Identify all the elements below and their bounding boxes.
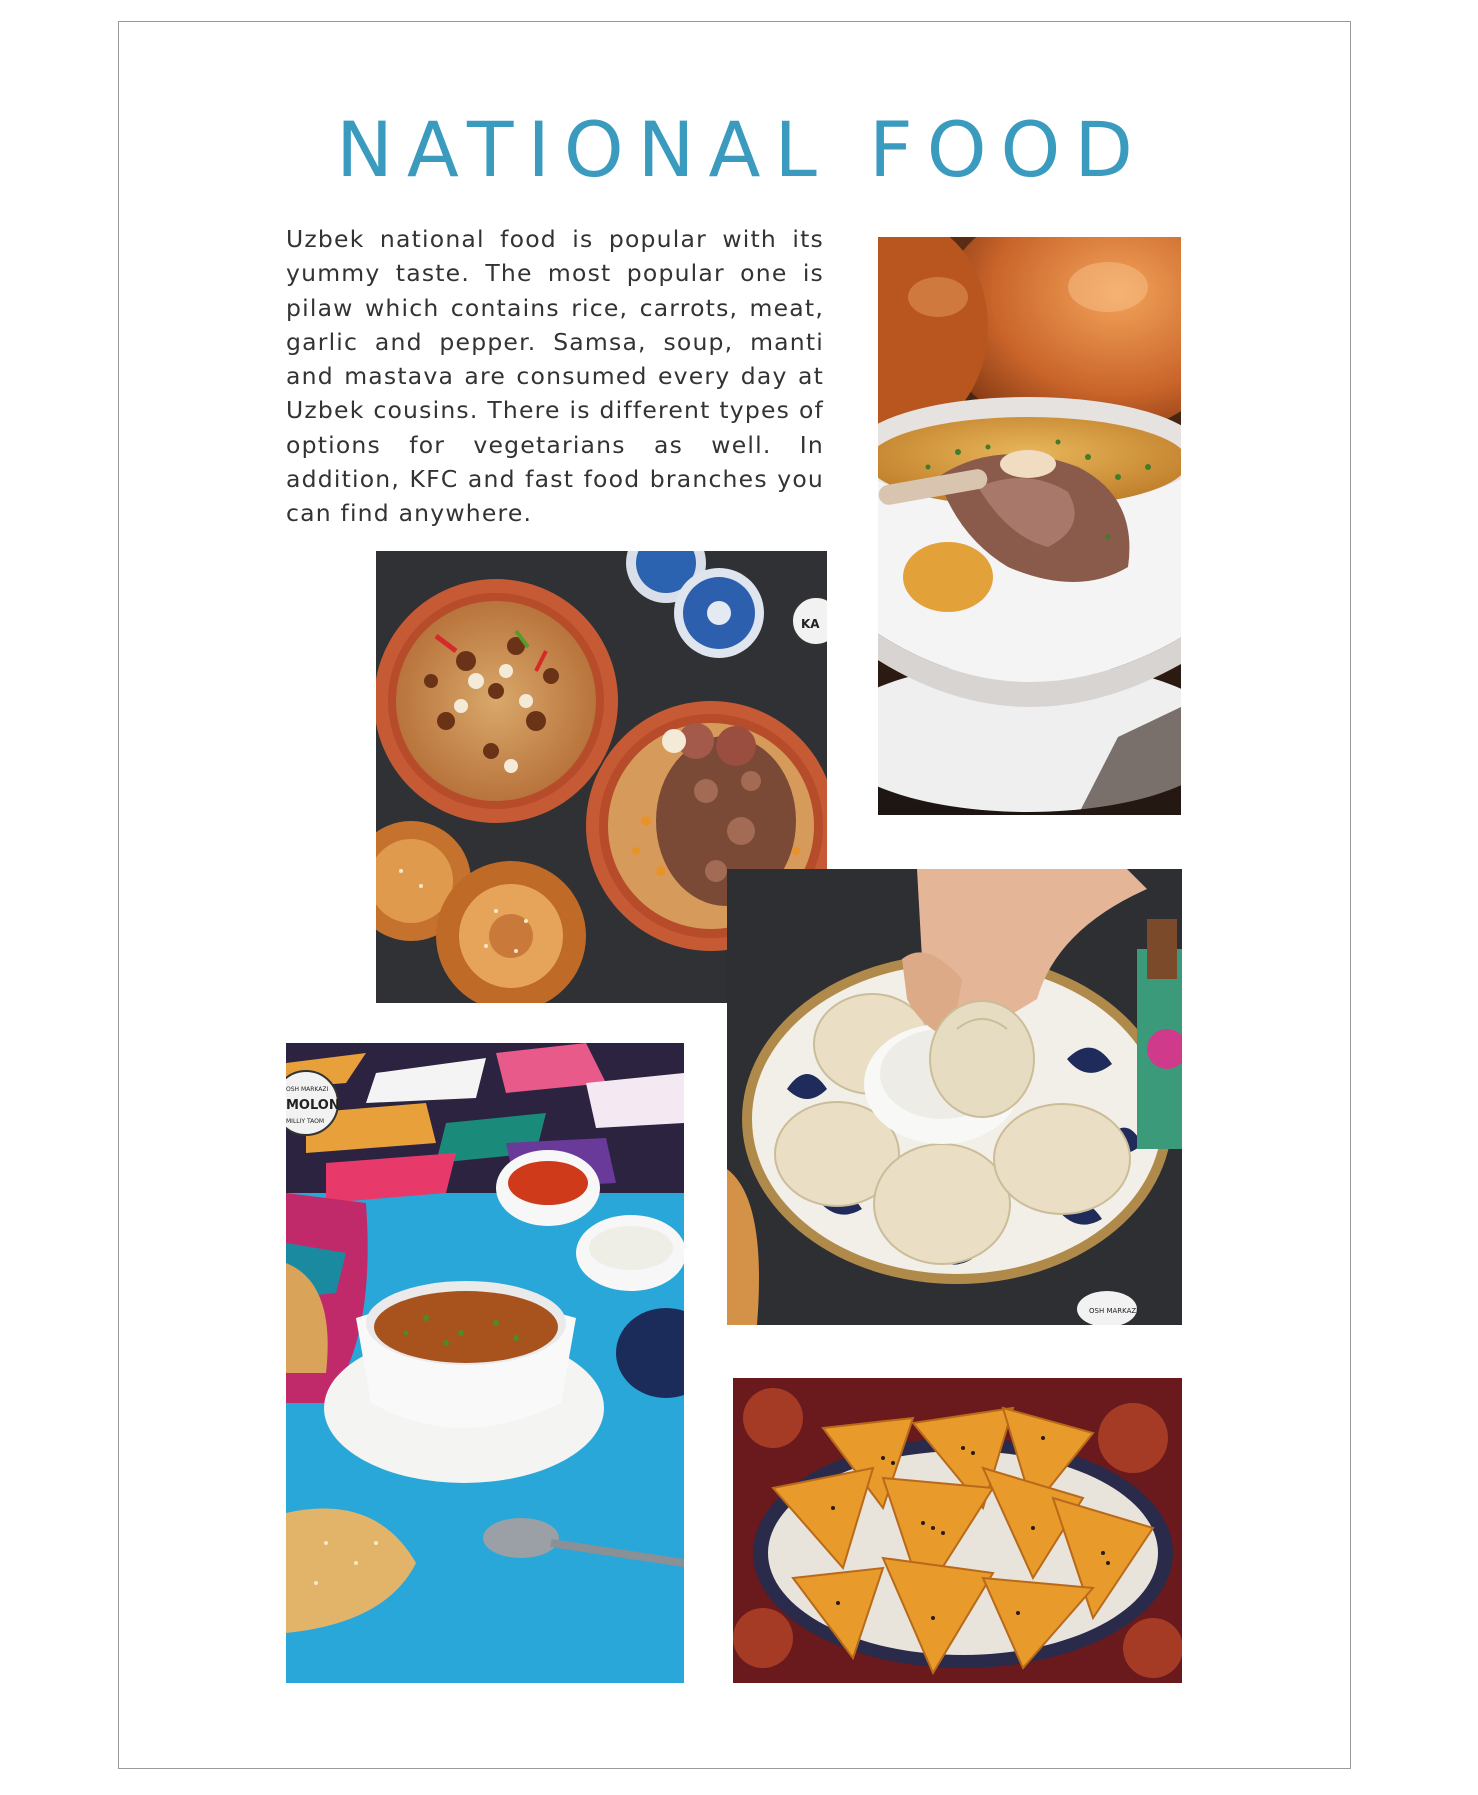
mastava-photo	[286, 1043, 684, 1683]
mastava-badge-top: OSH MARKAZI	[286, 1086, 329, 1093]
manti-badge-text: OSH MARKAZI	[1089, 1307, 1139, 1315]
page-title: NATIONAL FOOD	[336, 105, 1147, 194]
pilaf-badge-text: KA	[801, 617, 820, 631]
shurpa-photo	[878, 237, 1181, 815]
samsa-photo	[733, 1378, 1182, 1683]
mastava-badge-main: MOLON	[286, 1098, 340, 1113]
manti-photo	[727, 869, 1182, 1325]
mastava-badge-bottom: MILLIY TAOM	[286, 1118, 325, 1125]
intro-paragraph: Uzbek national food is popular with its yummy taste. The most popular one is pilaw which contains rice, carrots, meat, garlic and pepper. Samsa, soup, manti and mastava are consumed every day at Uzbek cousins. There is different types of options for vegetarians as well. In addition, KFC and fast food branches you can find anywhere.	[286, 225, 824, 528]
